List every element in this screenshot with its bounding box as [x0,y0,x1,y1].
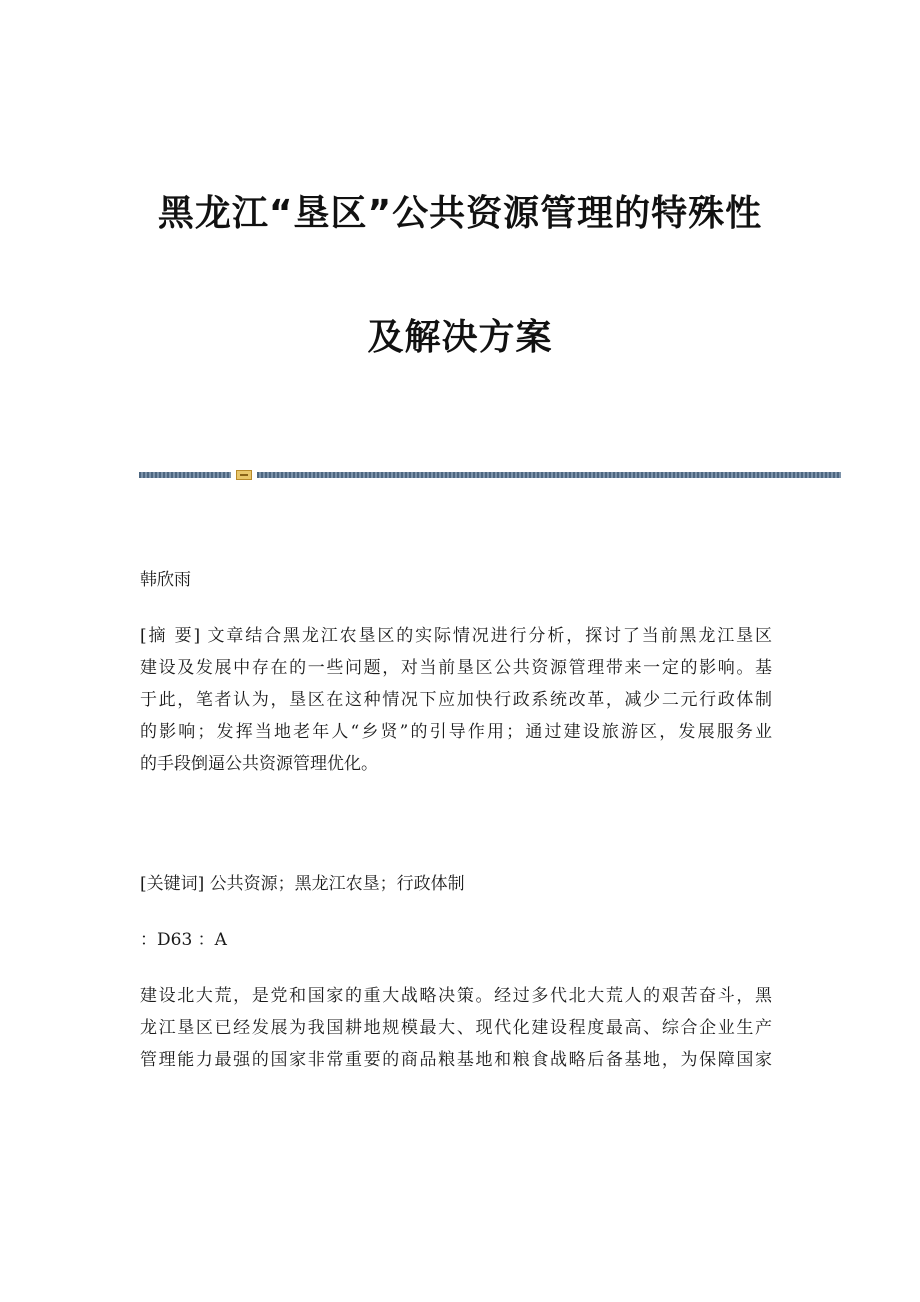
divider-bar-left [139,472,231,478]
document-title-line-2: 及解决方案 [367,317,553,358]
divider-bar-right [257,472,841,478]
abstract-line: [摘 要] 文章结合黑龙江农垦区的实际情况进行分析，探讨了当前黑龙江垦区 [140,626,772,646]
keywords-text: [关键词] 公共资源；黑龙江农垦；行政体制 [140,874,465,894]
body-line: 建设北大荒，是党和国家的重大战略决策。经过多代北大荒人的艰苦奋斗，黑 [140,986,772,1006]
classification-line [140,924,772,956]
divider-ornament-icon [236,470,252,480]
abstract-line: 的影响；发挥当地老年人“乡贤”的引导作用；通过建设旅游区，发展服务业 [140,722,772,742]
body-line: 龙江垦区已经发展为我国耕地规模最大、现代化建设程度最高、综合企业生产 [140,1018,772,1038]
keywords-line [140,868,772,900]
body-paragraph [140,980,772,1076]
body-line: 管理能力最强的国家非常重要的商品粮基地和粮食战略后备基地，为保障国家 [140,1050,772,1070]
abstract-line: 建设及发展中存在的一些问题，对当前垦区公共资源管理带来一定的影响。基 [140,658,772,678]
title-divider [139,470,841,480]
author-name: 韩欣雨 [140,570,191,590]
classification-text: ：D63 ：A [140,930,227,950]
abstract-line: 的手段倒逼公共资源管理优化。 [140,754,378,774]
abstract-line: 于此，笔者认为，垦区在这种情况下应加快行政系统改革，减少二元行政体制 [140,690,772,710]
document-title-line-1: 黑龙江“垦区”公共资源管理的特殊性 [157,193,763,234]
abstract-paragraph [140,620,772,780]
